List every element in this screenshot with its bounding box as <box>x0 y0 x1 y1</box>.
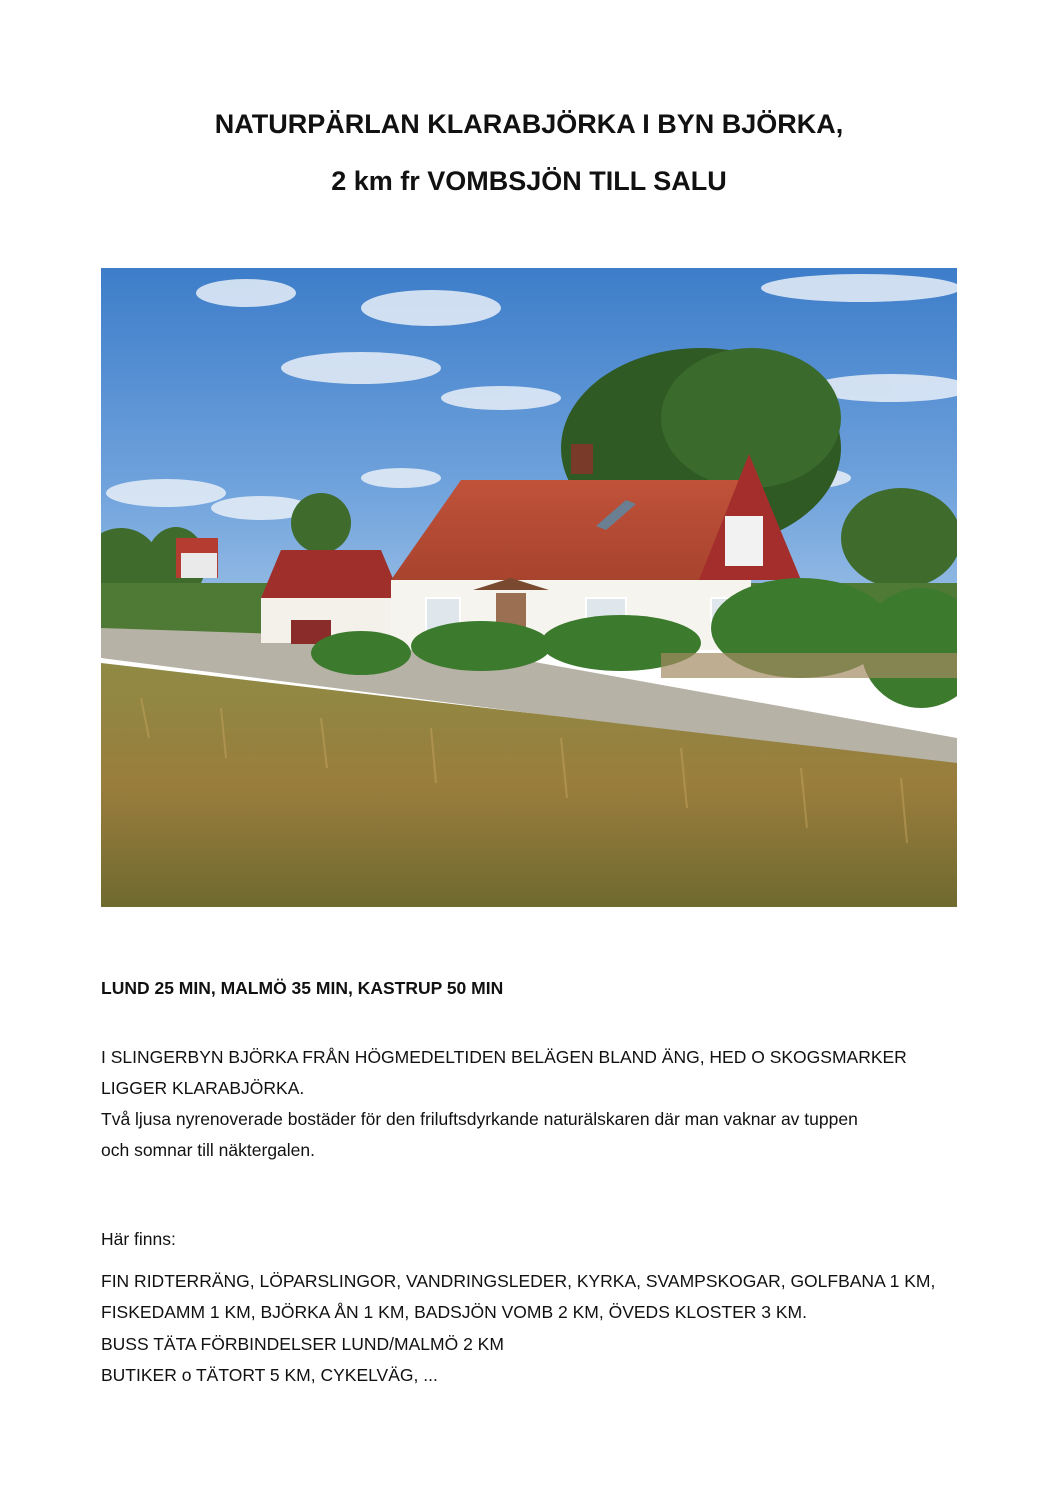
amenities-line-1: FIN RIDTERRÄNG, LÖPARSLINGOR, VANDRINGSLEDER, KYRKA, SVAMPSKOGAR, GOLFBANA 1 KM, <box>101 1271 936 1291</box>
intro-line-1: I SLINGERBYN BJÖRKA FRÅN HÖGMEDELTIDEN BELÄGEN BLAND ÄNG, HED O SKOGSMARKER <box>101 1047 907 1067</box>
intro-line-2: LIGGER KLARABJÖRKA. <box>101 1078 305 1098</box>
travel-times: LUND 25 MIN, MALMÖ 35 MIN, KASTRUP 50 MIN <box>101 978 504 998</box>
page-title-line-2: 2 km fr VOMBSJÖN TILL SALU <box>331 166 727 196</box>
amenities-line-4: BUTIKER o TÄTORT 5 KM, CYKELVÄG, ... <box>101 1365 438 1385</box>
intro-line-3: Två ljusa nyrenoverade bostäder för den friluftsdyrkande naturälskaren där man vaknar av tuppen <box>101 1109 858 1129</box>
amenities-line-3: BUSS TÄTA FÖRBINDELSER LUND/MALMÖ 2 KM <box>101 1334 504 1354</box>
amenities-line-2: FISKEDAMM 1 KM, BJÖRKA ÅN 1 KM, BADSJÖN VOMB 2 KM, ÖVEDS KLOSTER 3 KM. <box>101 1302 807 1322</box>
amenities-heading: Här finns: <box>101 1229 176 1249</box>
intro-line-4: och somnar till näktergalen. <box>101 1140 315 1160</box>
house-photo <box>101 268 957 907</box>
page-title-line-1: NATURPÄRLAN KLARABJÖRKA I BYN BJÖRKA, <box>214 109 844 139</box>
